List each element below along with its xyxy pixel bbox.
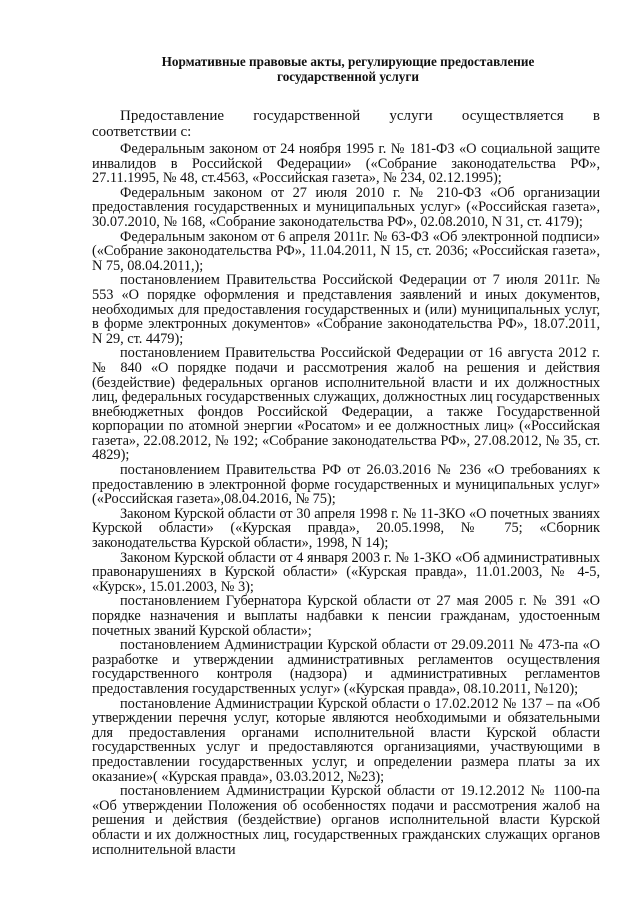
intro-line-2: соответствии с: — [92, 124, 192, 140]
legal-act-paragraph: постановление Администрации Курской области о 17.02.2012 № 137 – па «Об утверждении перечня услуг, которые являются необходимыми и обязательными для предоставления органами исполнительной власти Курской области государственных услуг и предоставляются организациями, участвующими в предоставлении государственных услуг, и определении размера платы за их оказание»( «Курская правда», 03.03.2012, №23); — [92, 695, 600, 785]
legal-act-paragraph: постановлением Администрации Курской области от 29.09.2011 № 473-па «О разработке и утверждении административных регламентов осуществления государственного контроля (надзора) и административных регламентов предоставления государственных услуг» («Курская правда», 08.10.2011, №120); — [92, 637, 600, 697]
intro-word: в — [592, 108, 600, 124]
intro-word: услуги — [389, 108, 433, 124]
legal-act-paragraph: постановлением Правительства Российской Федерации от 7 июля 2011г. № 553 «О порядке оформления и представления заявлений и иных документов, необходимых для предоставления государственных и (или) муниципальных услуг, в форме электронных документов» «Собрание законодательства РФ», 18.07.2011, N 29, ст. 4479); — [92, 272, 600, 347]
document-title — [92, 54, 600, 84]
legal-act-paragraph: постановлением Правительства Российской Федерации от 16 августа 2012 г. № 840 «О порядке подачи и рассмотрения жалоб на решения и действия (бездействие) федеральных органов исполнительной власти и их должностных лиц, федеральных государственных служащих, должностных лиц государственных внебюджетных фондов Российской Федерации, а также Государственной корпорации по атомной энергии «Росатом» и ее должностных лиц» («Российская газета», 22.08.2012, № 192; «Собрание законодательства РФ», 27.08.2012, № 35, ст. 4829); — [92, 345, 600, 464]
intro-paragraph — [92, 108, 600, 140]
intro-word: осуществляется — [461, 108, 564, 124]
legal-act-paragraph: Законом Курской области от 4 января 2003 г. № 1-ЗКО «Об административных правонарушениях в Курской области» («Курская правда», 11.01.2003, № 4-5, «Курск», 15.01.2003, № 3); — [92, 549, 600, 595]
legal-act-paragraph: Законом Курской области от 30 апреля 1998 г. № 11-ЗКО «О почетных званиях Курской области» («Курская правда», 20.05.1998, № 75; «Сборник законодательства Курской области», 1998, N 14); — [92, 505, 600, 552]
intro-word: Предоставление — [120, 108, 225, 124]
legal-act-paragraph: Федеральным законом от 24 ноября 1995 г. № 181-ФЗ «О социальной защите инвалидов в Российской Федерации» («Собрание законодательства РФ», 27.11.1995, № 48, ст.4563, «Российская газета», № 234, 02.12.1995); — [92, 141, 600, 187]
title-line-1: Нормативные правовые акты, регулирующие предоставление — [161, 54, 535, 69]
legal-act-paragraph: Федеральным законом от 27 июля 2010 г. № 210-ФЗ «Об организации предоставления государственных и муниципальных услуг» («Российская газета», 30.07.2010, № 168, «Собрание законодательства РФ», 02.08.2010, N 31, ст. 4179); — [92, 184, 600, 230]
intro-line-1 — [92, 108, 600, 124]
title-line-2: государственной услуги — [277, 69, 419, 84]
legal-act-paragraph: Федеральным законом от 6 апреля 2011г. № 63-ФЗ «Об электронной подписи» («Собрание законодательства РФ», 11.04.2011, N 15, ст. 2036; «Российская газета», N 75, 08.04.2011,); — [92, 228, 600, 274]
intro-word: государственной — [253, 108, 361, 124]
legal-act-paragraph: постановлением Администрации Курской области от 19.12.2012 № 1100-па «Об утверждении Положения об особенностях подачи и рассмотрения жалоб на решения и действия (бездействие) органов исполнительной власти Курской области и их должностных лиц, государственных гражданских служащих органов исполнительной власти — [92, 783, 600, 858]
legal-act-paragraph: постановлением Губернатора Курской области от 27 мая 2005 г. № 391 «О порядке назначения и выплаты надбавки к пенсии гражданам, удостоенным почетных званий Курской области»; — [92, 593, 600, 639]
legal-act-paragraph: постановлением Правительства РФ от 26.03.2016 № 236 «О требованиях к предоставлению в электронной форме государственных и муниципальных услуг» («Российская газета»,08.04.2016, № 75); — [92, 462, 600, 508]
